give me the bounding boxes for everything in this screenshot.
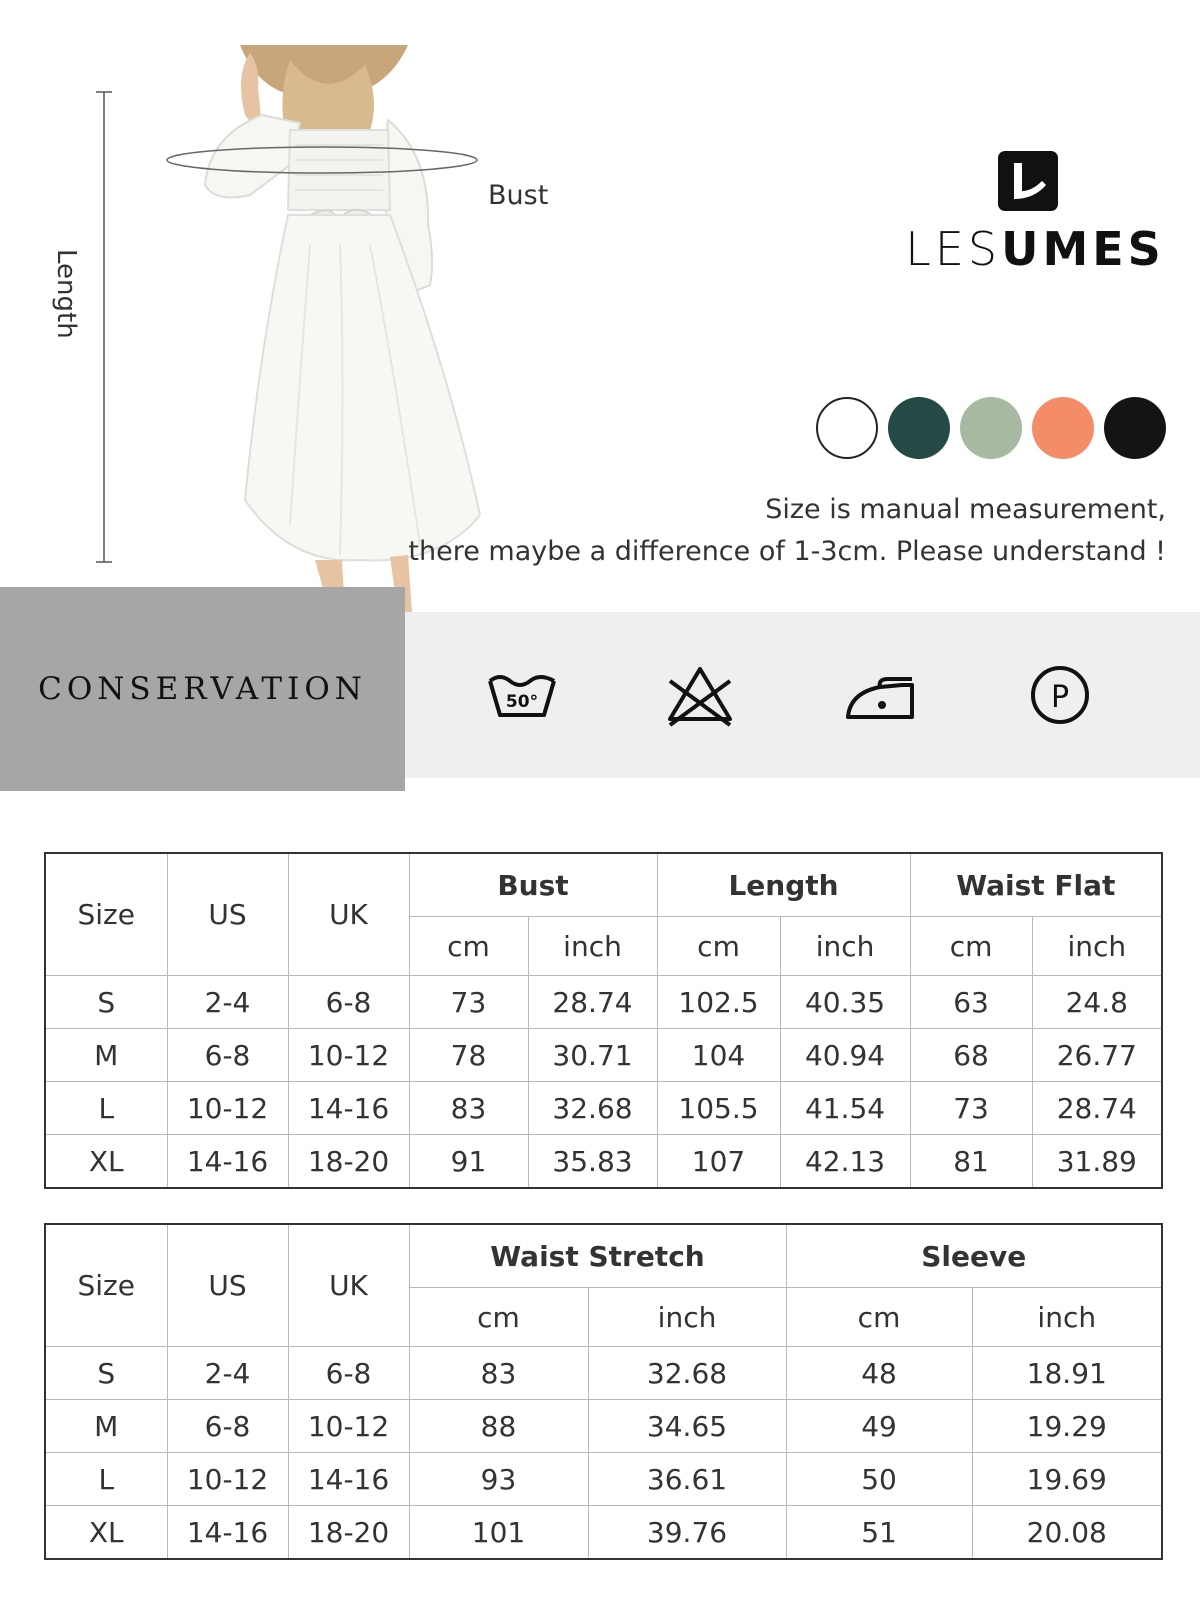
- table-cell: 42.13: [780, 1135, 910, 1189]
- table-cell: 6-8: [167, 1029, 288, 1082]
- table-cell: 41.54: [780, 1082, 910, 1135]
- table-cell: 48: [786, 1347, 972, 1400]
- unit-cell: inch: [588, 1288, 786, 1347]
- length-label: Length: [51, 249, 81, 339]
- size-table-bust-length-waist: [44, 852, 1163, 1189]
- table-cell: M: [45, 1400, 167, 1453]
- unit-cell: inch: [972, 1288, 1162, 1347]
- measurement-note-line-2: there maybe a difference of 1-3cm. Please understand !: [408, 536, 1166, 567]
- table-cell: 14-16: [288, 1082, 409, 1135]
- wash-50-icon: [482, 655, 562, 735]
- header-length: Length: [657, 853, 910, 917]
- header-size: Size: [45, 1224, 167, 1347]
- table-cell: 39.76: [588, 1506, 786, 1560]
- table-cell: 50: [786, 1453, 972, 1506]
- brand-name-light: LES: [905, 222, 1002, 276]
- table-cell: 18-20: [288, 1135, 409, 1189]
- table-cell: 10-12: [167, 1453, 288, 1506]
- table-cell: S: [45, 1347, 167, 1400]
- table-cell: 10-12: [288, 1029, 409, 1082]
- table-cell: 51: [786, 1506, 972, 1560]
- table-cell: 10-12: [167, 1082, 288, 1135]
- table-cell: 49: [786, 1400, 972, 1453]
- measurement-note-line-1: Size is manual measurement,: [765, 494, 1166, 525]
- table-cell: 2-4: [167, 1347, 288, 1400]
- unit-cell: cm: [910, 917, 1032, 976]
- table-row: [45, 1029, 1162, 1082]
- table-cell: 68: [910, 1029, 1032, 1082]
- table-row: [45, 1082, 1162, 1135]
- table-row: [45, 976, 1162, 1029]
- unit-cell: inch: [780, 917, 910, 976]
- unit-cell: inch: [1032, 917, 1162, 976]
- table-cell: 14-16: [288, 1453, 409, 1506]
- bust-label: Bust: [488, 180, 549, 211]
- table-cell: 6-8: [288, 1347, 409, 1400]
- table-cell: M: [45, 1029, 167, 1082]
- svg-text:P: P: [1050, 680, 1070, 715]
- table-cell: 36.61: [588, 1453, 786, 1506]
- table-cell: 40.35: [780, 976, 910, 1029]
- unit-cell: inch: [528, 917, 657, 976]
- table-cell: 93: [409, 1453, 588, 1506]
- header-waist-flat: Waist Flat: [910, 853, 1162, 917]
- swatch-orange[interactable]: [1032, 397, 1094, 459]
- table-cell: 78: [409, 1029, 528, 1082]
- table-cell: 14-16: [167, 1135, 288, 1189]
- brand-logo-icon: [998, 151, 1058, 211]
- header-sleeve: Sleeve: [786, 1224, 1162, 1288]
- table-row: [45, 1506, 1162, 1560]
- brand-name: [885, 222, 1185, 276]
- size-table-waist-stretch-sleeve: [44, 1223, 1163, 1560]
- iron-low-icon: [840, 655, 920, 735]
- table-cell: 81: [910, 1135, 1032, 1189]
- header-us: US: [167, 1224, 288, 1347]
- swatch-dark-green[interactable]: [888, 397, 950, 459]
- table-cell: L: [45, 1453, 167, 1506]
- table-cell: 73: [409, 976, 528, 1029]
- header-uk: UK: [288, 1224, 409, 1347]
- table-cell: 20.08: [972, 1506, 1162, 1560]
- table-cell: 2-4: [167, 976, 288, 1029]
- table-cell: XL: [45, 1135, 167, 1189]
- table-row: [45, 1347, 1162, 1400]
- table-cell: S: [45, 976, 167, 1029]
- header-uk: UK: [288, 853, 409, 976]
- table-cell: 83: [409, 1082, 528, 1135]
- table-cell: L: [45, 1082, 167, 1135]
- table-row: [45, 1400, 1162, 1453]
- header-size: Size: [45, 853, 167, 976]
- table-cell: 102.5: [657, 976, 780, 1029]
- swatch-black[interactable]: [1104, 397, 1166, 459]
- swatch-white[interactable]: [816, 397, 878, 459]
- table-cell: 107: [657, 1135, 780, 1189]
- table-cell: 32.68: [588, 1347, 786, 1400]
- table-cell: 35.83: [528, 1135, 657, 1189]
- table-cell: 28.74: [528, 976, 657, 1029]
- header-waist-stretch: Waist Stretch: [409, 1224, 786, 1288]
- svg-text:50°: 50°: [505, 692, 539, 712]
- table-cell: 24.8: [1032, 976, 1162, 1029]
- table-cell: 101: [409, 1506, 588, 1560]
- table-cell: 63: [910, 976, 1032, 1029]
- do-not-bleach-icon: [660, 655, 740, 735]
- length-marker: [92, 90, 116, 564]
- table-cell: 73: [910, 1082, 1032, 1135]
- table-cell: 28.74: [1032, 1082, 1162, 1135]
- table-cell: 18.91: [972, 1347, 1162, 1400]
- swatch-sage[interactable]: [960, 397, 1022, 459]
- table-cell: 6-8: [288, 976, 409, 1029]
- table-cell: 19.69: [972, 1453, 1162, 1506]
- table-cell: 88: [409, 1400, 588, 1453]
- table-cell: 26.77: [1032, 1029, 1162, 1082]
- conservation-block: [0, 587, 405, 791]
- table-cell: 6-8: [167, 1400, 288, 1453]
- table-cell: 31.89: [1032, 1135, 1162, 1189]
- table-cell: 34.65: [588, 1400, 786, 1453]
- table-cell: XL: [45, 1506, 167, 1560]
- unit-cell: cm: [409, 1288, 588, 1347]
- table-row: [45, 1453, 1162, 1506]
- dress-illustration: [150, 45, 500, 613]
- table-cell: 105.5: [657, 1082, 780, 1135]
- table-cell: 40.94: [780, 1029, 910, 1082]
- table-cell: 14-16: [167, 1506, 288, 1560]
- color-swatches: [816, 397, 1166, 459]
- table-row: [45, 1135, 1162, 1189]
- table-cell: 19.29: [972, 1400, 1162, 1453]
- dry-clean-p-icon: [1020, 655, 1100, 735]
- table-cell: 32.68: [528, 1082, 657, 1135]
- header-us: US: [167, 853, 288, 976]
- table-cell: 83: [409, 1347, 588, 1400]
- table-cell: 10-12: [288, 1400, 409, 1453]
- brand-name-bold: UMES: [1001, 222, 1165, 276]
- table-cell: 91: [409, 1135, 528, 1189]
- unit-cell: cm: [657, 917, 780, 976]
- header-bust: Bust: [409, 853, 657, 917]
- table-cell: 18-20: [288, 1506, 409, 1560]
- unit-cell: cm: [786, 1288, 972, 1347]
- conservation-title: CONSERVATION: [38, 671, 367, 707]
- unit-cell: cm: [409, 917, 528, 976]
- table-cell: 30.71: [528, 1029, 657, 1082]
- table-cell: 104: [657, 1029, 780, 1082]
